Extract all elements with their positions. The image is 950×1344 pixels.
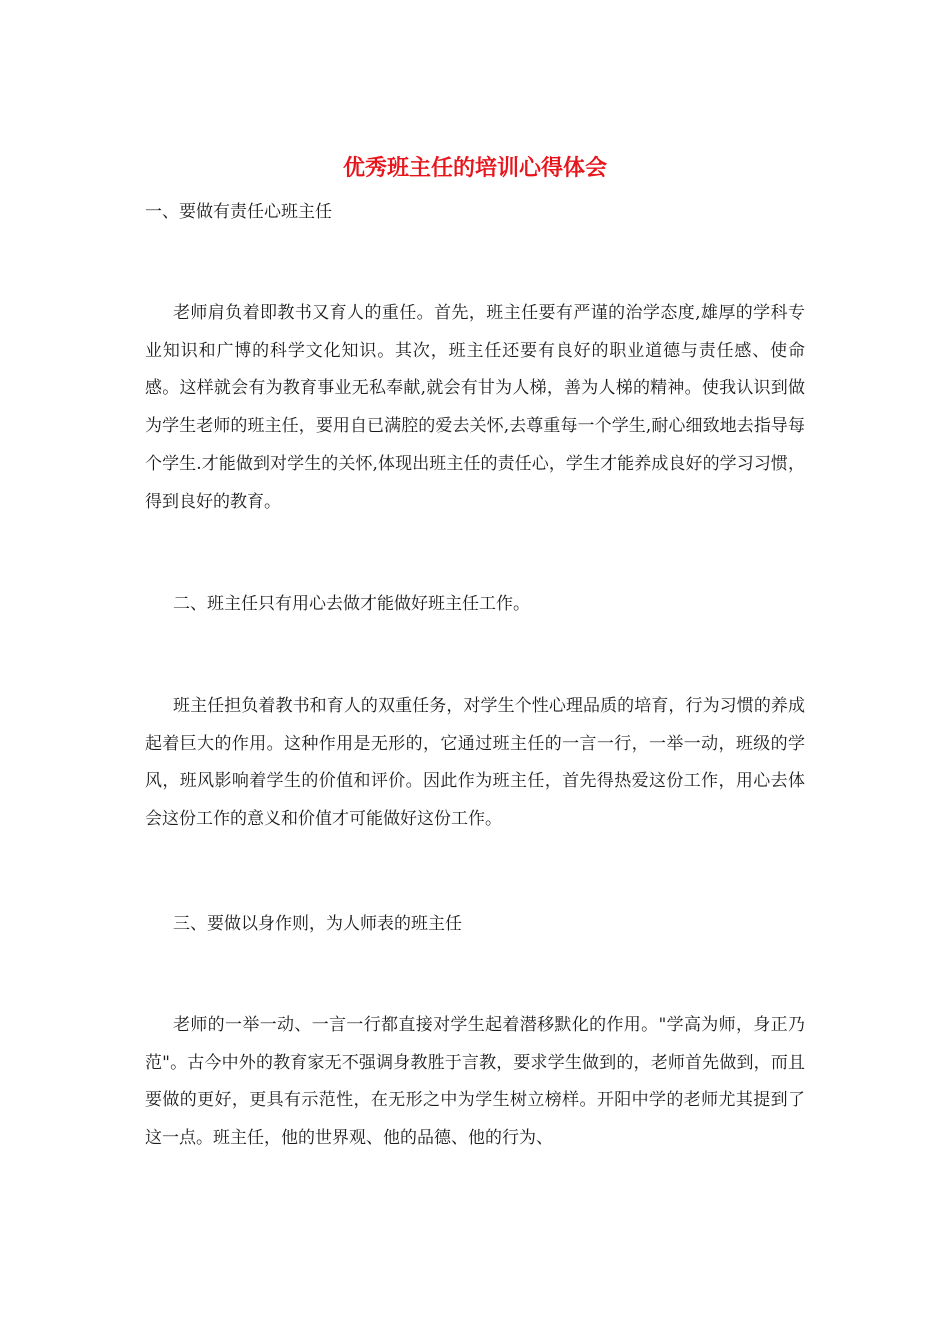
document-title: 优秀班主任的培训心得体会 — [342, 155, 607, 181]
section-2-heading: 二、班主任只有用心去做才能做好班主任工作。 — [173, 594, 530, 614]
section-1-paragraph: 老师肩负着即教书又育人的重任。首先，班主任要有严谨的治学态度,雄厚的学科专业知识和广博的科学文化知识。其次，班主任还要有良好的职业道德与责任感、使命感。这样就会有为教育事业无私奉献,就会有甘为人梯，善为人梯的精神。使我认识到做为学生老师的班主任，要用自已满腔的爱去关怀,去尊重每一个学生,耐心细致地去指导每个学生.才能做到对学生的关怀,体现出班主任的责任心，学生才能养成良好的学习习惯，得到良好的教育。 — [145, 303, 805, 512]
section-3-heading: 三、要做以身作则，为人师表的班主任 — [173, 914, 462, 934]
section-1-heading: 一、要做有责任心班主任 — [145, 202, 332, 222]
section-2-paragraph: 班主任担负着教书和育人的双重任务，对学生个性心理品质的培育，行为习惯的养成起着巨大的作用。这种作用是无形的，它通过班主任的一言一行，一举一动，班级的学风，班风影响着学生的价值和评价。因此作为班主任，首先得热爱这份工作，用心去体会这份工作的意义和价值才可能做好这份工作。 — [145, 696, 805, 830]
section-3-paragraph: 老师的一举一动、一言一行都直接对学生起着潜移默化的作用。"学高为师，身正乃范"。古今中外的教育家无不强调身教胜于言教，要求学生做到的，老师首先做到，而且要做的更好，更具有示范性，在无形之中为学生树立榜样。开阳中学的老师尤其提到了这一点。班主任，他的世界观、他的品德、他的行为、 — [145, 1015, 805, 1149]
